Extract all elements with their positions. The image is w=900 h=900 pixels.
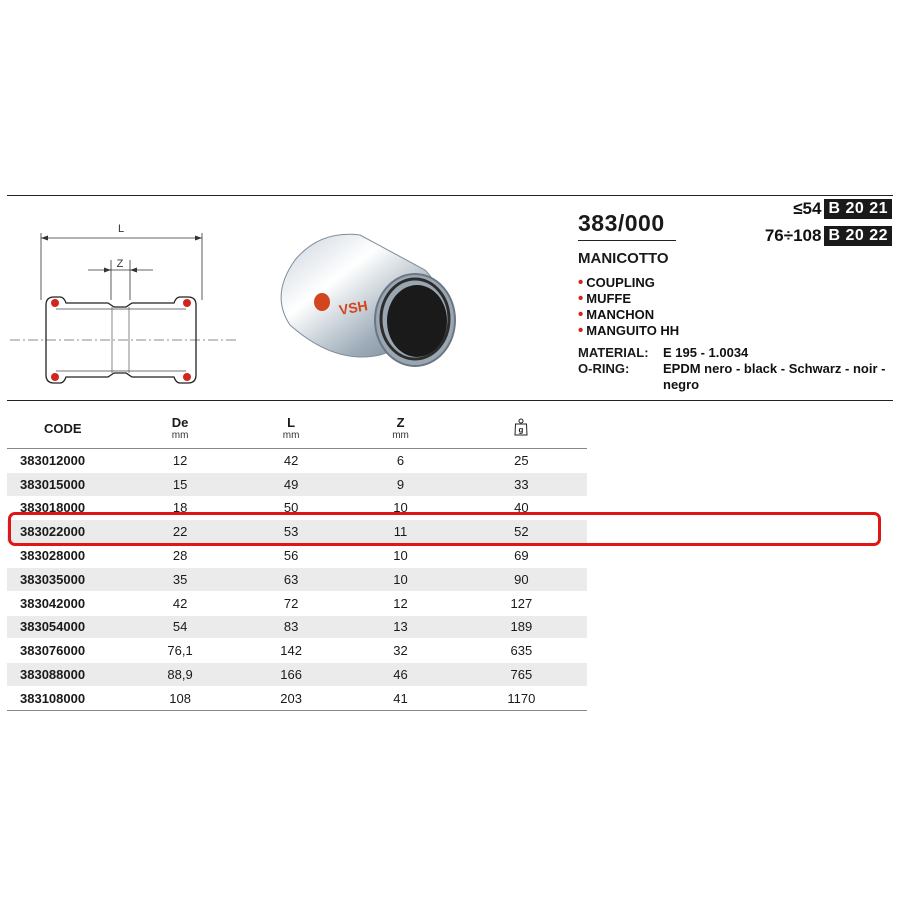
- top-divider: [7, 195, 893, 196]
- bullet-icon: •: [578, 322, 584, 339]
- table-row: 383018000 18 50 10 40: [7, 496, 587, 520]
- table-row: 383015000 15 49 9 33: [7, 472, 587, 496]
- product-name: MANICOTTO: [578, 250, 669, 267]
- table-row: 383088000 88,9 166 46 765: [7, 663, 587, 687]
- dimension-Z-label: Z: [116, 258, 124, 270]
- header-code: CODE: [7, 408, 123, 449]
- table-row: 383012000 12 42 6 25: [7, 449, 587, 473]
- badge-code: B 20 21: [824, 199, 892, 219]
- table-header-row: [7, 408, 587, 449]
- material-label: MATERIAL:: [578, 345, 649, 360]
- product-code-underline: [578, 240, 676, 241]
- translation-item: • MANGUITO HH: [578, 322, 680, 339]
- approval-badge-small: [793, 199, 892, 219]
- table-top-divider: [7, 400, 893, 401]
- material-value: E 195 - 1.0034: [663, 345, 749, 360]
- table-row: 383108000 108 203 41 1170: [7, 686, 587, 710]
- table-row: 383042000 42 72 12 127: [7, 591, 587, 615]
- approval-badge-large: [765, 226, 892, 246]
- weight-icon: [514, 418, 528, 436]
- product-code: 383/000: [578, 210, 665, 236]
- table-row-highlighted: 383022000 22 53 11 52: [7, 520, 587, 544]
- translation-item: • COUPLING: [578, 274, 655, 291]
- dimension-L-label: L: [117, 223, 125, 235]
- bullet-icon: •: [578, 306, 584, 323]
- badge-code: B 20 22: [824, 226, 892, 246]
- table-row: 383054000 54 83 13 189: [7, 615, 587, 639]
- highlight-box: [8, 512, 881, 546]
- table-row: 383028000 28 56 10 69: [7, 544, 587, 568]
- translation-item: • MANCHON: [578, 306, 655, 323]
- svg-text:g: g: [518, 425, 524, 434]
- oring-value-continued: negro: [663, 377, 700, 392]
- header-weight: [456, 408, 587, 449]
- coupling-technical-drawing: [8, 215, 238, 390]
- bullet-icon: •: [578, 290, 584, 307]
- badge-range: 76÷108: [764, 226, 822, 245]
- translation-item: • MUFFE: [578, 290, 632, 307]
- header-z: Z mm: [345, 408, 455, 449]
- svg-text:VSH: VSH: [337, 297, 369, 318]
- header-de: De mm: [123, 408, 236, 449]
- table-row: 383076000 76,1 142 32 635: [7, 639, 587, 663]
- table-row: 383035000 35 63 10 90: [7, 567, 587, 591]
- coupling-product-photo: [265, 215, 475, 380]
- bullet-icon: •: [578, 274, 584, 291]
- badge-range: ≤54: [793, 199, 822, 218]
- header-l: L mm: [237, 408, 346, 449]
- oring-value: EPDM nero - black - Schwarz - noir -: [663, 361, 886, 376]
- oring-label: O-RING:: [578, 361, 630, 376]
- spec-table: [7, 408, 587, 711]
